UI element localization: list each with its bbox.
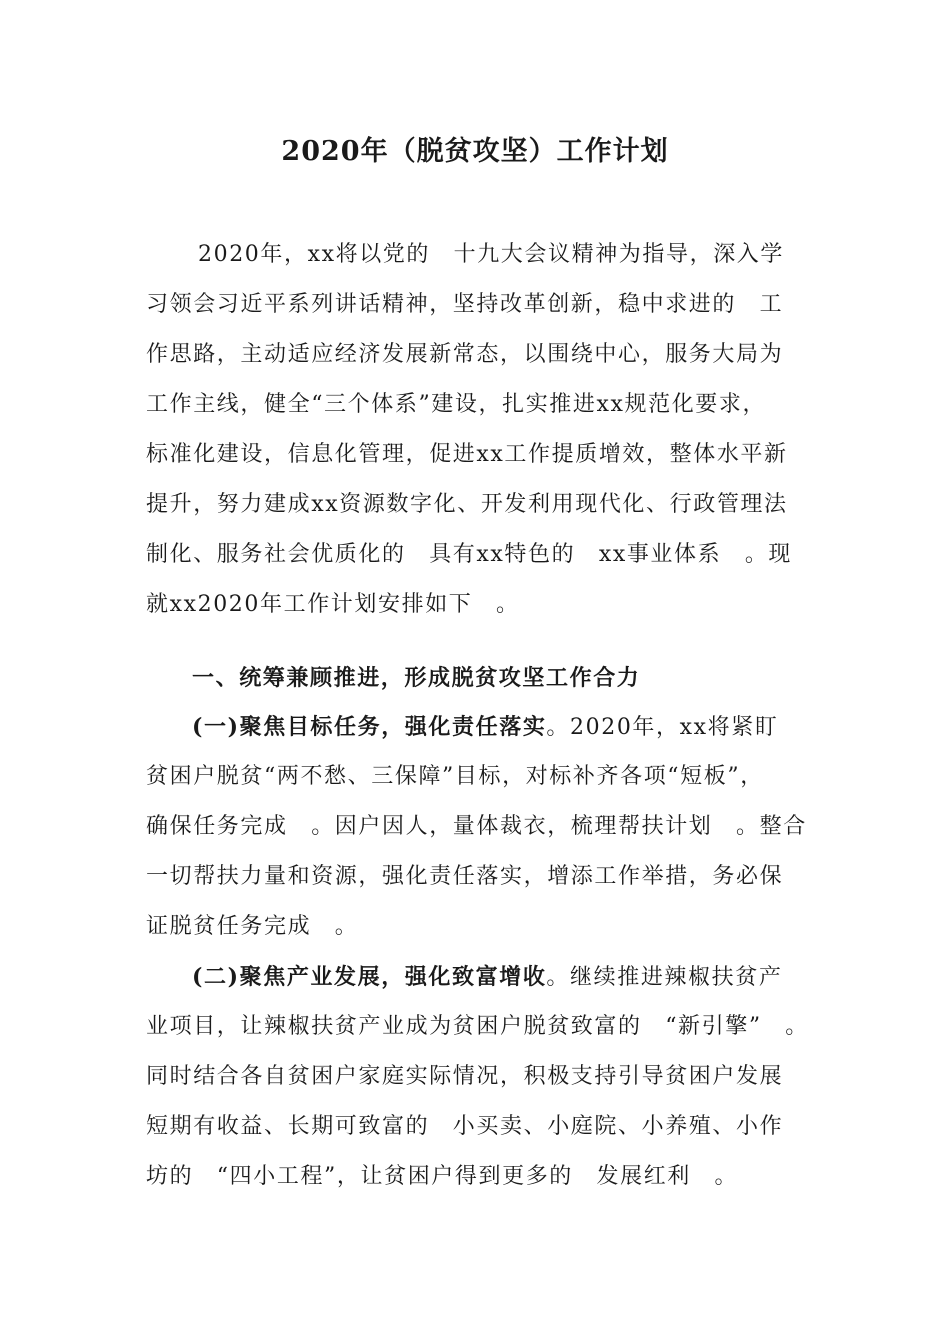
intro-paragraph xyxy=(146,230,806,630)
section-heading-text: 一、统筹兼顾推进，形成脱贫攻坚工作合力 xyxy=(192,665,641,691)
paragraph-line: 标准化建设，信息化管理，促进xx工作提质增效，整体水平新 xyxy=(146,442,788,467)
paragraph-line: 短期有收益、长期可致富的 小买卖、小庭院、小养殖、小作 xyxy=(146,1114,784,1139)
paragraph-line: 坊的 “四小工程”，让贫困户得到更多的 发展红利 。 xyxy=(146,1164,739,1189)
subsection-first-line-text: 。2020年，xx将紧盯 xyxy=(546,715,779,740)
subsection-first-line xyxy=(146,952,806,1002)
paragraph-line: 同时结合各自贫困户家庭实际情况，积极支持引导贫困户发展 xyxy=(146,1064,784,1089)
paragraph-line: 制化、服务社会优质化的 具有xx特色的 xx事业体系 。现 xyxy=(146,542,793,567)
subsection-first-line-text: 。继续推进辣椒扶贫产 xyxy=(546,965,783,990)
paragraph-line: 习领会习近平系列讲话精神，坚持改革创新，稳中求进的 工 xyxy=(146,292,784,317)
paragraph-line: 确保任务完成 。因户因人，量体裁衣，梳理帮扶计划 。整合 xyxy=(146,814,807,839)
section-heading xyxy=(146,653,806,703)
subsection-heading: (一)聚焦目标任务，强化责任落实 xyxy=(192,714,547,740)
paragraph-line: 作思路，主动适应经济发展新常态，以围绕中心，服务大局为 xyxy=(146,342,784,367)
paragraph-line: 2020年，xx将以党的 十九大会议精神为指导，深入学 xyxy=(198,242,785,267)
document-title: 2020年（脱贫攻坚）工作计划 xyxy=(281,136,669,167)
subsection-two xyxy=(146,952,809,1202)
paragraph-line: 一切帮扶力量和资源，强化责任落实，增添工作举措，务必保 xyxy=(146,864,784,889)
paragraph-line: 就xx2020年工作计划安排如下 。 xyxy=(146,592,520,617)
subsection-heading: (二)聚焦产业发展，强化致富增收 xyxy=(192,964,547,990)
subsection-first-line xyxy=(146,702,806,752)
subsection-one xyxy=(146,702,806,952)
paragraph-line: 提升，努力建成xx资源数字化、开发利用现代化、行政管理法 xyxy=(146,492,788,517)
paragraph-line: 贫困户脱贫“两不愁、三保障”目标，对标补齐各项“短板”， xyxy=(146,764,764,789)
paragraph-line: 业项目，让辣椒扶贫产业成为贫困户脱贫致富的 “新引擎” 。 xyxy=(146,1014,809,1039)
paragraph-line: 证脱贫任务完成 。 xyxy=(146,914,359,939)
paragraph-line: 工作主线，健全“三个体系”建设，扎实推进xx规范化要求， xyxy=(146,392,767,417)
